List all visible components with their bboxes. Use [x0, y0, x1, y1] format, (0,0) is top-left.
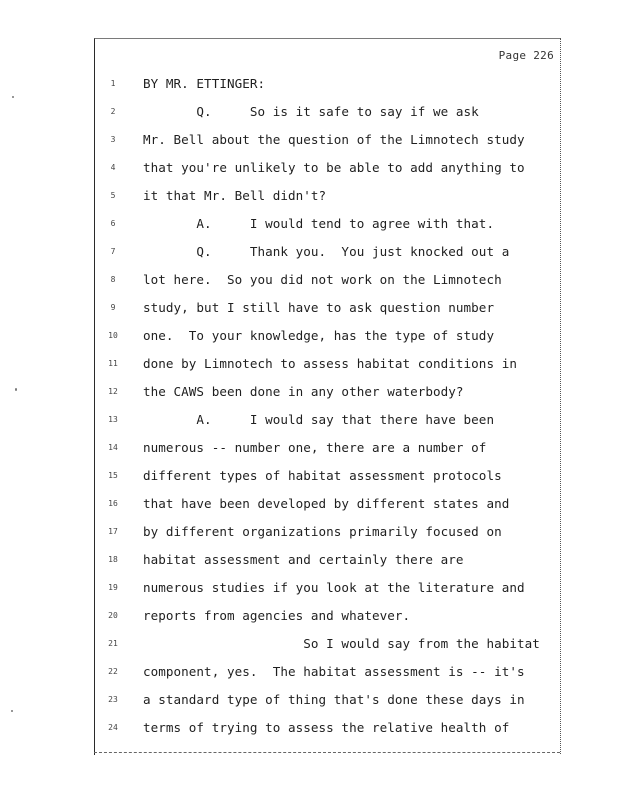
line-number: 22	[108, 667, 118, 676]
transcript-line: terms of trying to assess the relative health of	[143, 720, 510, 735]
scan-speck	[12, 96, 14, 98]
line-number: 5	[110, 191, 116, 200]
transcript-line: by different organizations primarily focused on	[143, 524, 502, 539]
line-number: 21	[108, 639, 118, 648]
transcript-line: BY MR. ETTINGER:	[143, 76, 266, 91]
transcript-line: Mr. Bell about the question of the Limnotech study	[143, 132, 525, 147]
transcript-line: one. To your knowledge, has the type of study	[143, 328, 495, 343]
transcript-line: numerous studies if you look at the literature and	[143, 580, 525, 595]
line-number: 8	[110, 275, 116, 284]
transcript-line: different types of habitat assessment protocols	[143, 468, 502, 483]
transcript-line: A. I would tend to agree with that.	[143, 216, 495, 231]
line-number: 11	[108, 359, 118, 368]
transcript-line: numerous -- number one, there are a number of	[143, 440, 487, 455]
line-number: 17	[108, 527, 118, 536]
transcript-line: habitat assessment and certainly there are	[143, 552, 464, 567]
transcript-line: it that Mr. Bell didn't?	[143, 188, 327, 203]
transcript-line: So I would say from the habitat	[143, 636, 540, 651]
line-number: 3	[110, 135, 116, 144]
transcript-line: lot here. So you did not work on the Limnotech	[143, 272, 502, 287]
line-number: 6	[110, 219, 116, 228]
page-number: Page 226	[498, 49, 554, 62]
line-number: 24	[108, 723, 118, 732]
transcript-line: done by Limnotech to assess habitat conditions in	[143, 356, 517, 371]
transcript-line: a standard type of thing that's done these days in	[143, 692, 525, 707]
transcript-line: Q. Thank you. You just knocked out a	[143, 244, 510, 259]
transcript-line: that have been developed by different states and	[143, 496, 510, 511]
line-number: 19	[108, 583, 118, 592]
transcript-line: that you're unlikely to be able to add anything to	[143, 160, 525, 175]
transcript-line: Q. So is it safe to say if we ask	[143, 104, 479, 119]
right-margin-rule	[560, 38, 561, 754]
transcript-line: reports from agencies and whatever.	[143, 608, 411, 623]
line-number: 12	[108, 387, 118, 396]
scan-speck	[15, 388, 17, 391]
line-number: 2	[110, 107, 116, 116]
line-number-column	[100, 70, 126, 742]
line-number: 9	[110, 303, 116, 312]
transcript-line: the CAWS been done in any other waterbody?	[143, 384, 464, 399]
line-number: 16	[108, 499, 118, 508]
line-number: 15	[108, 471, 118, 480]
transcript-line: A. I would say that there have been	[143, 412, 495, 427]
line-number: 10	[108, 331, 118, 340]
transcript-line: component, yes. The habitat assessment is -- it's	[143, 664, 525, 679]
line-number: 20	[108, 611, 118, 620]
bottom-margin-rule	[94, 752, 560, 753]
line-number: 7	[110, 247, 116, 256]
line-number: 13	[108, 415, 118, 424]
line-number: 23	[108, 695, 118, 704]
scan-speck	[11, 710, 13, 712]
transcript-text	[143, 70, 558, 742]
line-number: 4	[110, 163, 116, 172]
line-number: 14	[108, 443, 118, 452]
line-number: 1	[110, 79, 116, 88]
line-number: 18	[108, 555, 118, 564]
transcript-line: study, but I still have to ask question number	[143, 300, 495, 315]
